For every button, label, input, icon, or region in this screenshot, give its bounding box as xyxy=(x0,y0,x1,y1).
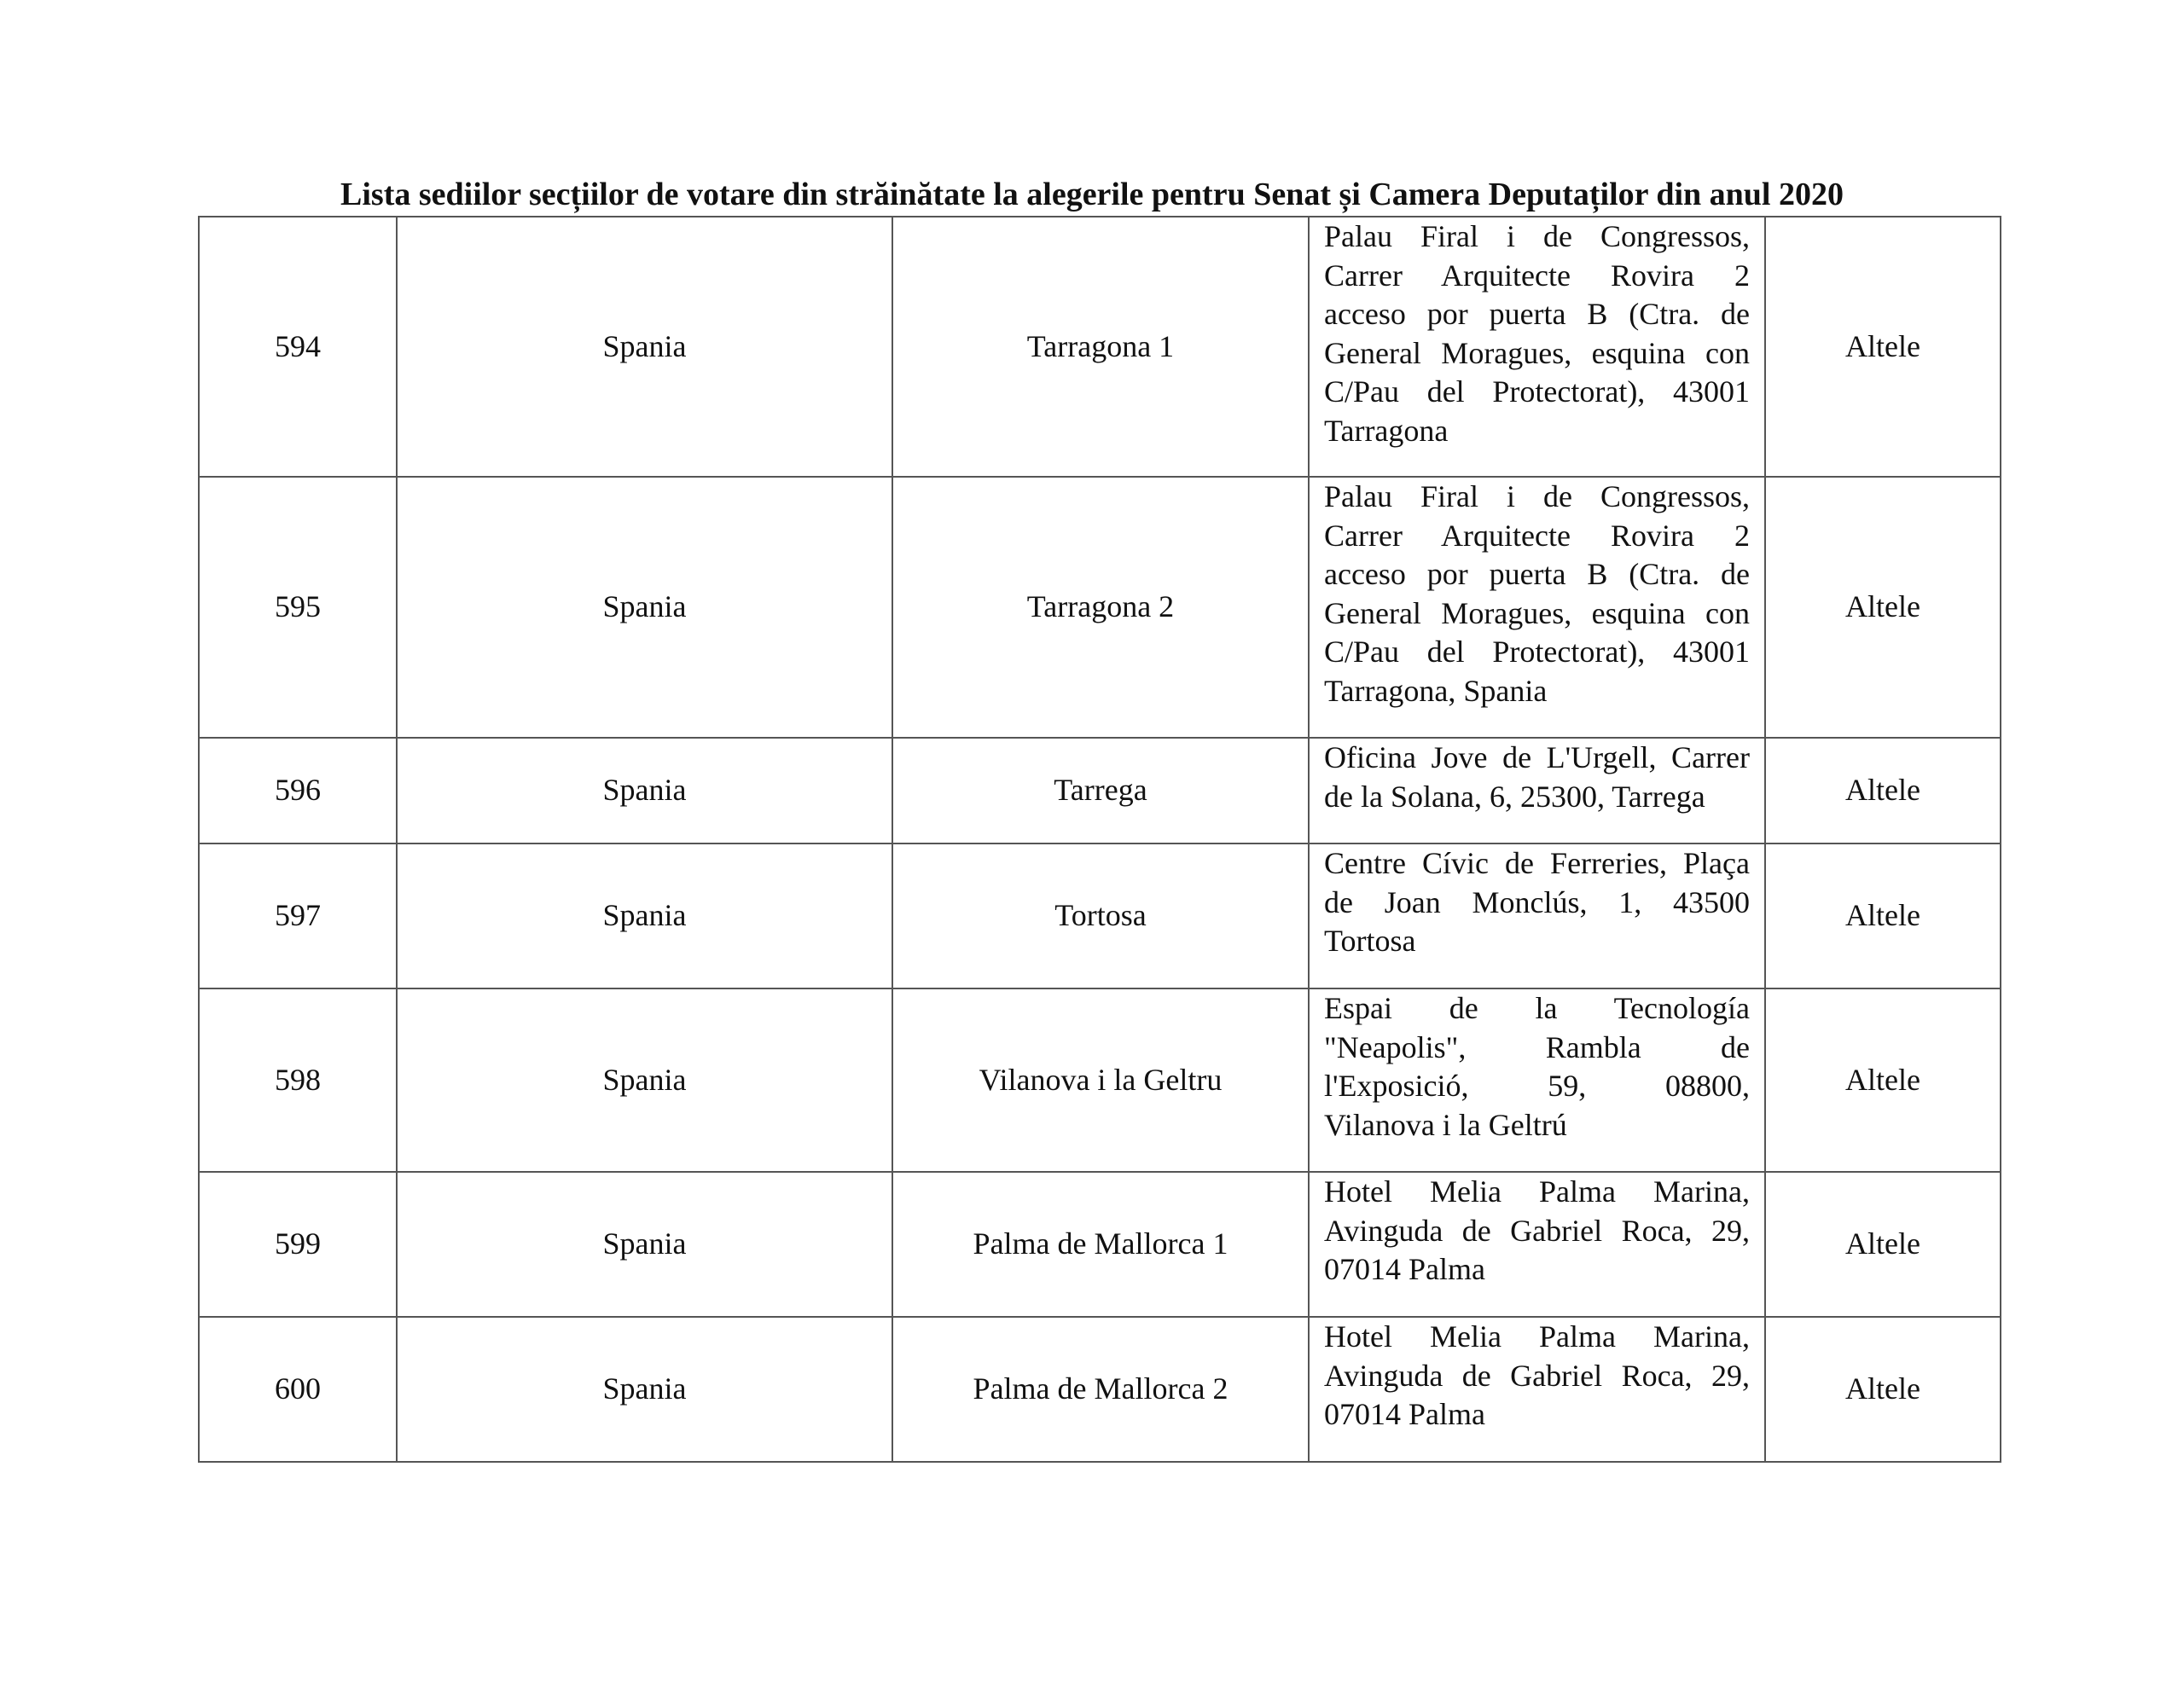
cell-type: Altele xyxy=(1765,844,2001,988)
table-row xyxy=(199,477,2001,738)
address-text xyxy=(1324,844,1750,961)
table-row xyxy=(199,844,2001,988)
address-text xyxy=(1324,478,1750,710)
cell-type: Altele xyxy=(1765,1317,2001,1462)
cell-locality: Tortosa xyxy=(892,844,1309,988)
cell-section-number: 600 xyxy=(199,1317,397,1462)
address-line: Oficina Jove de L'Urgell, Carrer xyxy=(1324,740,1750,774)
cell-type: Altele xyxy=(1765,477,2001,738)
address-line: Vilanova i la Geltrú xyxy=(1324,1107,1567,1142)
table-row xyxy=(199,1172,2001,1317)
cell-locality: Vilanova i la Geltru xyxy=(892,988,1309,1172)
address-text xyxy=(1324,1173,1750,1290)
cell-section-number: 598 xyxy=(199,988,397,1172)
address-text xyxy=(1324,989,1750,1145)
cell-address xyxy=(1309,1317,1765,1462)
cell-country: Spania xyxy=(397,217,892,477)
address-line: "Neapolis", Rambla de xyxy=(1324,1029,1750,1064)
address-line: Hotel Melia Palma Marina, xyxy=(1324,1174,1750,1209)
cell-address xyxy=(1309,1172,1765,1317)
page-title: Lista sediilor secțiilor de votare din străinătate la alegerile pentru Senat și Camera Deputaților din anul 2020 xyxy=(340,177,1844,212)
cell-country: Spania xyxy=(397,844,892,988)
address-line: Tarragona xyxy=(1324,413,1449,448)
address-line: Tortosa xyxy=(1324,924,1416,958)
address-line: Carrer Arquitecte Rovira 2 xyxy=(1324,518,1750,553)
cell-type: Altele xyxy=(1765,738,2001,844)
cell-locality: Tarragona 2 xyxy=(892,477,1309,738)
cell-address xyxy=(1309,988,1765,1172)
address-line: Carrer Arquitecte Rovira 2 xyxy=(1324,258,1750,293)
address-text xyxy=(1324,739,1750,816)
table-row xyxy=(199,1317,2001,1462)
address-line: 07014 Palma xyxy=(1324,1397,1485,1431)
address-line: Avinguda de Gabriel Roca, 29, xyxy=(1324,1358,1750,1393)
address-line: Centre Cívic de Ferreries, Plaça xyxy=(1324,846,1750,880)
table-row xyxy=(199,988,2001,1172)
cell-locality: Tarragona 1 xyxy=(892,217,1309,477)
cell-address xyxy=(1309,477,1765,738)
address-line: Espai de la Tecnología xyxy=(1324,991,1750,1025)
address-line: Tarragona, Spania xyxy=(1324,673,1548,708)
cell-section-number: 595 xyxy=(199,477,397,738)
address-line: l'Exposició, 59, 08800, xyxy=(1324,1069,1750,1103)
address-line: acceso por puerta B (Ctra. de xyxy=(1324,297,1750,331)
cell-type: Altele xyxy=(1765,988,2001,1172)
cell-address xyxy=(1309,738,1765,844)
cell-locality: Palma de Mallorca 1 xyxy=(892,1172,1309,1317)
cell-section-number: 596 xyxy=(199,738,397,844)
cell-type: Altele xyxy=(1765,1172,2001,1317)
cell-section-number: 599 xyxy=(199,1172,397,1317)
address-line: de Joan Monclús, 1, 43500 xyxy=(1324,884,1750,919)
table-row xyxy=(199,217,2001,477)
address-line: Hotel Melia Palma Marina, xyxy=(1324,1319,1750,1354)
cell-section-number: 594 xyxy=(199,217,397,477)
polling-stations-table xyxy=(198,216,2001,1463)
cell-country: Spania xyxy=(397,1172,892,1317)
cell-country: Spania xyxy=(397,1317,892,1462)
table-row xyxy=(199,738,2001,844)
address-text xyxy=(1324,217,1750,450)
cell-section-number: 597 xyxy=(199,844,397,988)
address-line: acceso por puerta B (Ctra. de xyxy=(1324,557,1750,591)
cell-country: Spania xyxy=(397,738,892,844)
cell-address xyxy=(1309,217,1765,477)
address-line: C/Pau del Protectorat), 43001 xyxy=(1324,374,1750,409)
cell-country: Spania xyxy=(397,988,892,1172)
cell-type: Altele xyxy=(1765,217,2001,477)
address-line: Palau Firal i de Congressos, xyxy=(1324,219,1750,253)
address-text xyxy=(1324,1318,1750,1435)
cell-locality: Tarrega xyxy=(892,738,1309,844)
address-line: Avinguda de Gabriel Roca, 29, xyxy=(1324,1213,1750,1248)
address-line: General Moragues, esquina con xyxy=(1324,595,1750,630)
address-line: Palau Firal i de Congressos, xyxy=(1324,479,1750,513)
cell-address xyxy=(1309,844,1765,988)
cell-locality: Palma de Mallorca 2 xyxy=(892,1317,1309,1462)
address-line: General Moragues, esquina con xyxy=(1324,335,1750,370)
address-line: de la Solana, 6, 25300, Tarrega xyxy=(1324,779,1705,814)
table-body xyxy=(199,217,2001,1462)
cell-country: Spania xyxy=(397,477,892,738)
address-line: 07014 Palma xyxy=(1324,1252,1485,1286)
address-line: C/Pau del Protectorat), 43001 xyxy=(1324,635,1750,669)
